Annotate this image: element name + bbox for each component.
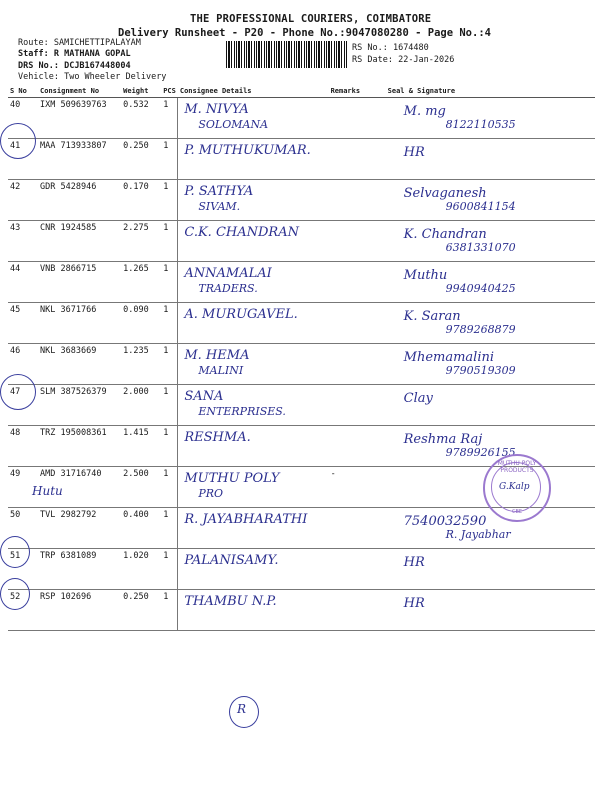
table-row <box>8 262 595 303</box>
barcode-icon <box>226 41 348 68</box>
row-consignment-no: NKL 3671766 <box>38 303 121 344</box>
rs-no-value: 1674480 <box>392 43 429 53</box>
row-signature-cell <box>386 221 595 262</box>
bottom-handwritten-mark: R <box>237 702 247 716</box>
row-sno: 43 <box>8 221 38 262</box>
row-pcs: 1 <box>161 508 178 549</box>
row-sno: 41 <box>8 139 38 180</box>
stamp-top-text: MUTHU POLY PRODUCTS <box>497 460 537 474</box>
row-consignee-cell <box>178 139 329 180</box>
row-remarks <box>329 262 386 303</box>
rs-date-value: 22-Jan-2026 <box>398 55 455 65</box>
sno-circle-mark <box>0 123 36 159</box>
sno-circle-mark <box>0 536 30 568</box>
row-signature-cell <box>386 303 595 344</box>
row-pcs: 1 <box>161 344 178 385</box>
row-consignee-cell <box>178 467 329 508</box>
row-signature-cell <box>386 262 595 303</box>
row-pcs: 1 <box>161 180 178 221</box>
row-consignee-name: R. JAYABHARATHI <box>184 512 308 527</box>
table-row <box>8 590 595 631</box>
row-signature-cell <box>386 590 595 631</box>
row-consignee-cell <box>178 221 329 262</box>
row-signature-cell <box>386 139 595 180</box>
col-remarks: Remarks <box>329 84 386 98</box>
vehicle-label: Vehicle: <box>18 72 59 82</box>
row-consignment-no: RSP 102696 <box>38 590 121 631</box>
row-pcs: 1 <box>161 426 178 467</box>
row-signature: K. Chandran <box>403 227 487 242</box>
row-sno: 51 <box>8 549 38 590</box>
row-consignment-no: SLM 387526379 <box>38 385 121 426</box>
row-signature-phone: 9789268879 <box>445 323 516 336</box>
row-consignee-name: RESHMA. <box>184 430 251 445</box>
row-consignee-name-line2: TRADERS. <box>198 282 258 295</box>
row-consignment-no: GDR 5428946 <box>38 180 121 221</box>
row-sno: 40 <box>8 98 38 139</box>
row-weight: 0.170 <box>121 180 161 221</box>
row-weight: 0.250 <box>121 590 161 631</box>
row-sno: 42 <box>8 180 38 221</box>
row-consignment-no: VNB 2866715 <box>38 262 121 303</box>
row-consignee-name-line2: ENTERPRISES. <box>198 405 286 418</box>
row-signature: Mhemamalini <box>403 350 495 365</box>
row-pcs: 1 <box>161 549 178 590</box>
row-consignee-name: MUTHU POLY <box>184 471 280 486</box>
row-consignee-name: P. SATHYA <box>184 184 254 199</box>
row-signature-phone: 9790519309 <box>445 364 516 377</box>
col-consignee: Consignee Details <box>178 84 329 98</box>
row-consignee-name: P. MUTHUKUMAR. <box>184 143 311 158</box>
sno-circle-mark <box>0 374 36 410</box>
row-signature: Muthu <box>403 268 448 283</box>
row-weight: 0.400 <box>121 508 161 549</box>
row-sno: 46 <box>8 344 38 385</box>
runsheet-subtitle: Delivery Runsheet - P20 - Phone No.:9047080280 - Page No.:4 <box>118 27 491 39</box>
col-sno: S No <box>8 84 38 98</box>
row-weight: 1.020 <box>121 549 161 590</box>
row-pcs: 1 <box>161 139 178 180</box>
staff-label: Staff: <box>18 49 49 59</box>
company-seal-stamp <box>483 454 551 522</box>
row-remarks <box>329 303 386 344</box>
route-value: SAMICHETTIPALAYAM <box>53 38 141 48</box>
stamp-bottom-text: CBE <box>511 509 523 515</box>
row-signature-phone: 6381331070 <box>445 241 516 254</box>
row-signature-cell <box>386 344 595 385</box>
table-row <box>8 344 595 385</box>
row-signature-phone: R. Jayabhar <box>445 528 511 541</box>
row-remarks <box>329 139 386 180</box>
col-consignment: Consignment No <box>38 84 121 98</box>
row-pcs: 1 <box>161 221 178 262</box>
row-sno: 52 <box>8 590 38 631</box>
rs-number-line <box>352 43 429 53</box>
row-signature-phone: 9940940425 <box>445 282 516 295</box>
vehicle-line <box>18 72 166 82</box>
runsheet-table <box>8 84 595 631</box>
row-remarks <box>329 590 386 631</box>
row-weight: 2.275 <box>121 221 161 262</box>
row-consignee-cell <box>178 344 329 385</box>
row-remarks <box>329 221 386 262</box>
row-consignee-name-line2: SOLOMANA <box>198 118 269 131</box>
row-consignment-no: MAA 713933807 <box>38 139 121 180</box>
row-consignee-name: C.K. CHANDRAN <box>184 225 299 240</box>
row-signature: Clay <box>403 391 433 406</box>
row-pcs: 1 <box>161 303 178 344</box>
row-consignee-cell <box>178 98 329 139</box>
table-row <box>8 221 595 262</box>
row-consignment-no: NKL 3683669 <box>38 344 121 385</box>
row-signature: Selvaganesh <box>403 186 487 201</box>
row-remarks: - <box>329 467 386 508</box>
row-consignee-cell <box>178 303 329 344</box>
row-consignee-cell <box>178 385 329 426</box>
rs-date-line <box>352 55 454 65</box>
row-consignee-name-line2: MALINI <box>198 364 244 377</box>
row-pcs: 1 <box>161 262 178 303</box>
row-sno: 50 <box>8 508 38 549</box>
row-weight: 0.090 <box>121 303 161 344</box>
drs-value: DCJB167448004 <box>64 61 131 71</box>
row-pcs: 1 <box>161 590 178 631</box>
row-consignment-no: TRP 6381089 <box>38 549 121 590</box>
row-consignee-cell <box>178 180 329 221</box>
row-consignment-no: TVL 2982792 <box>38 508 121 549</box>
route-line <box>18 38 141 48</box>
row-signature-cell <box>386 180 595 221</box>
row-pcs: 1 <box>161 385 178 426</box>
row-sno: 48 <box>8 426 38 467</box>
row-weight: 0.532 <box>121 98 161 139</box>
row-consignee-name-line2: PRO <box>198 487 224 500</box>
row-consignment-no: AMD 31716740 <box>38 467 121 508</box>
row-signature: HR <box>403 596 425 611</box>
row-signature-phone: 8122110535 <box>445 118 516 131</box>
staff-line <box>18 49 131 59</box>
runsheet-title: THE PROFESSIONAL COURIERS, COIMBATORE <box>190 13 432 25</box>
row-weight: 1.265 <box>121 262 161 303</box>
row-sno: 49 <box>8 467 38 508</box>
col-weight: Weight <box>121 84 161 98</box>
row-consignee-name: PALANISAMY. <box>184 553 279 568</box>
table-row <box>8 549 595 590</box>
row-consignment-no: TRZ 195008361 <box>38 426 121 467</box>
row-consignee-name-line2: SIVAM. <box>198 200 241 213</box>
row-consignment-no: IXM 509639763 <box>38 98 121 139</box>
sno-circle-mark <box>0 578 30 610</box>
row-remarks <box>329 385 386 426</box>
route-label: Route: <box>18 38 49 48</box>
row-remarks <box>329 180 386 221</box>
row-consignee-cell <box>178 549 329 590</box>
table-row <box>8 139 595 180</box>
row-weight: 0.250 <box>121 139 161 180</box>
row-consignee-cell <box>178 590 329 631</box>
row-remarks <box>329 98 386 139</box>
vehicle-value: Two Wheeler Delivery <box>64 72 167 82</box>
row-sno: 44 <box>8 262 38 303</box>
row-consignee-name: SANA <box>184 389 224 404</box>
row-pcs: 1 <box>161 467 178 508</box>
row-signature-phone: 9600841154 <box>445 200 516 213</box>
row-consignee-name: M. NIVYA <box>184 102 249 117</box>
row-signature-phone: 9789926155 <box>445 446 516 459</box>
row-weight: 2.000 <box>121 385 161 426</box>
row-sno: 47 <box>8 385 38 426</box>
row-signature: Reshma Raj <box>403 432 483 447</box>
row-weight: 1.415 <box>121 426 161 467</box>
row-consignee-cell <box>178 426 329 467</box>
drs-label: DRS No.: <box>18 61 59 71</box>
row-consignee-cell <box>178 508 329 549</box>
row-consignee-name: ANNAMALAI <box>184 266 272 281</box>
rs-no-label: RS No.: <box>352 43 388 53</box>
table-row <box>8 180 595 221</box>
row-remarks <box>329 344 386 385</box>
col-pcs: PCS <box>161 84 178 98</box>
table-row <box>8 303 595 344</box>
row-remarks <box>329 549 386 590</box>
row-consignee-cell <box>178 262 329 303</box>
row-consignment-no: CNR 1924585 <box>38 221 121 262</box>
row-signature: 7540032590 <box>403 514 487 529</box>
staff-value: R MATHANA GOPAL <box>53 49 131 59</box>
row-remarks <box>329 426 386 467</box>
table-header-row <box>8 84 595 98</box>
rs-date-label: RS Date: <box>352 55 393 65</box>
row-signature-cell <box>386 98 595 139</box>
row-consignee-name: A. MURUGAVEL. <box>184 307 298 322</box>
row-signature-cell <box>386 549 595 590</box>
col-seal: Seal & Signature <box>386 84 595 98</box>
table-row <box>8 385 595 426</box>
row-signature: K. Saran <box>403 309 461 324</box>
row-signature: HR <box>403 555 425 570</box>
stamp-signature: G.Kalp <box>499 482 530 492</box>
row-consignee-name: M. HEMA <box>184 348 250 363</box>
row-weight: 2.500 <box>121 467 161 508</box>
row-sno: 45 <box>8 303 38 344</box>
row-signature: HR <box>403 145 425 160</box>
table-row <box>8 98 595 139</box>
row-remarks <box>329 508 386 549</box>
row-signature-cell <box>386 385 595 426</box>
row-signature: M. mg <box>403 104 446 119</box>
row49-handwritten-note: Hutu <box>32 484 63 498</box>
drs-line <box>18 61 131 71</box>
row-weight: 1.235 <box>121 344 161 385</box>
row-consignee-name: THAMBU N.P. <box>184 594 277 609</box>
row-pcs: 1 <box>161 98 178 139</box>
